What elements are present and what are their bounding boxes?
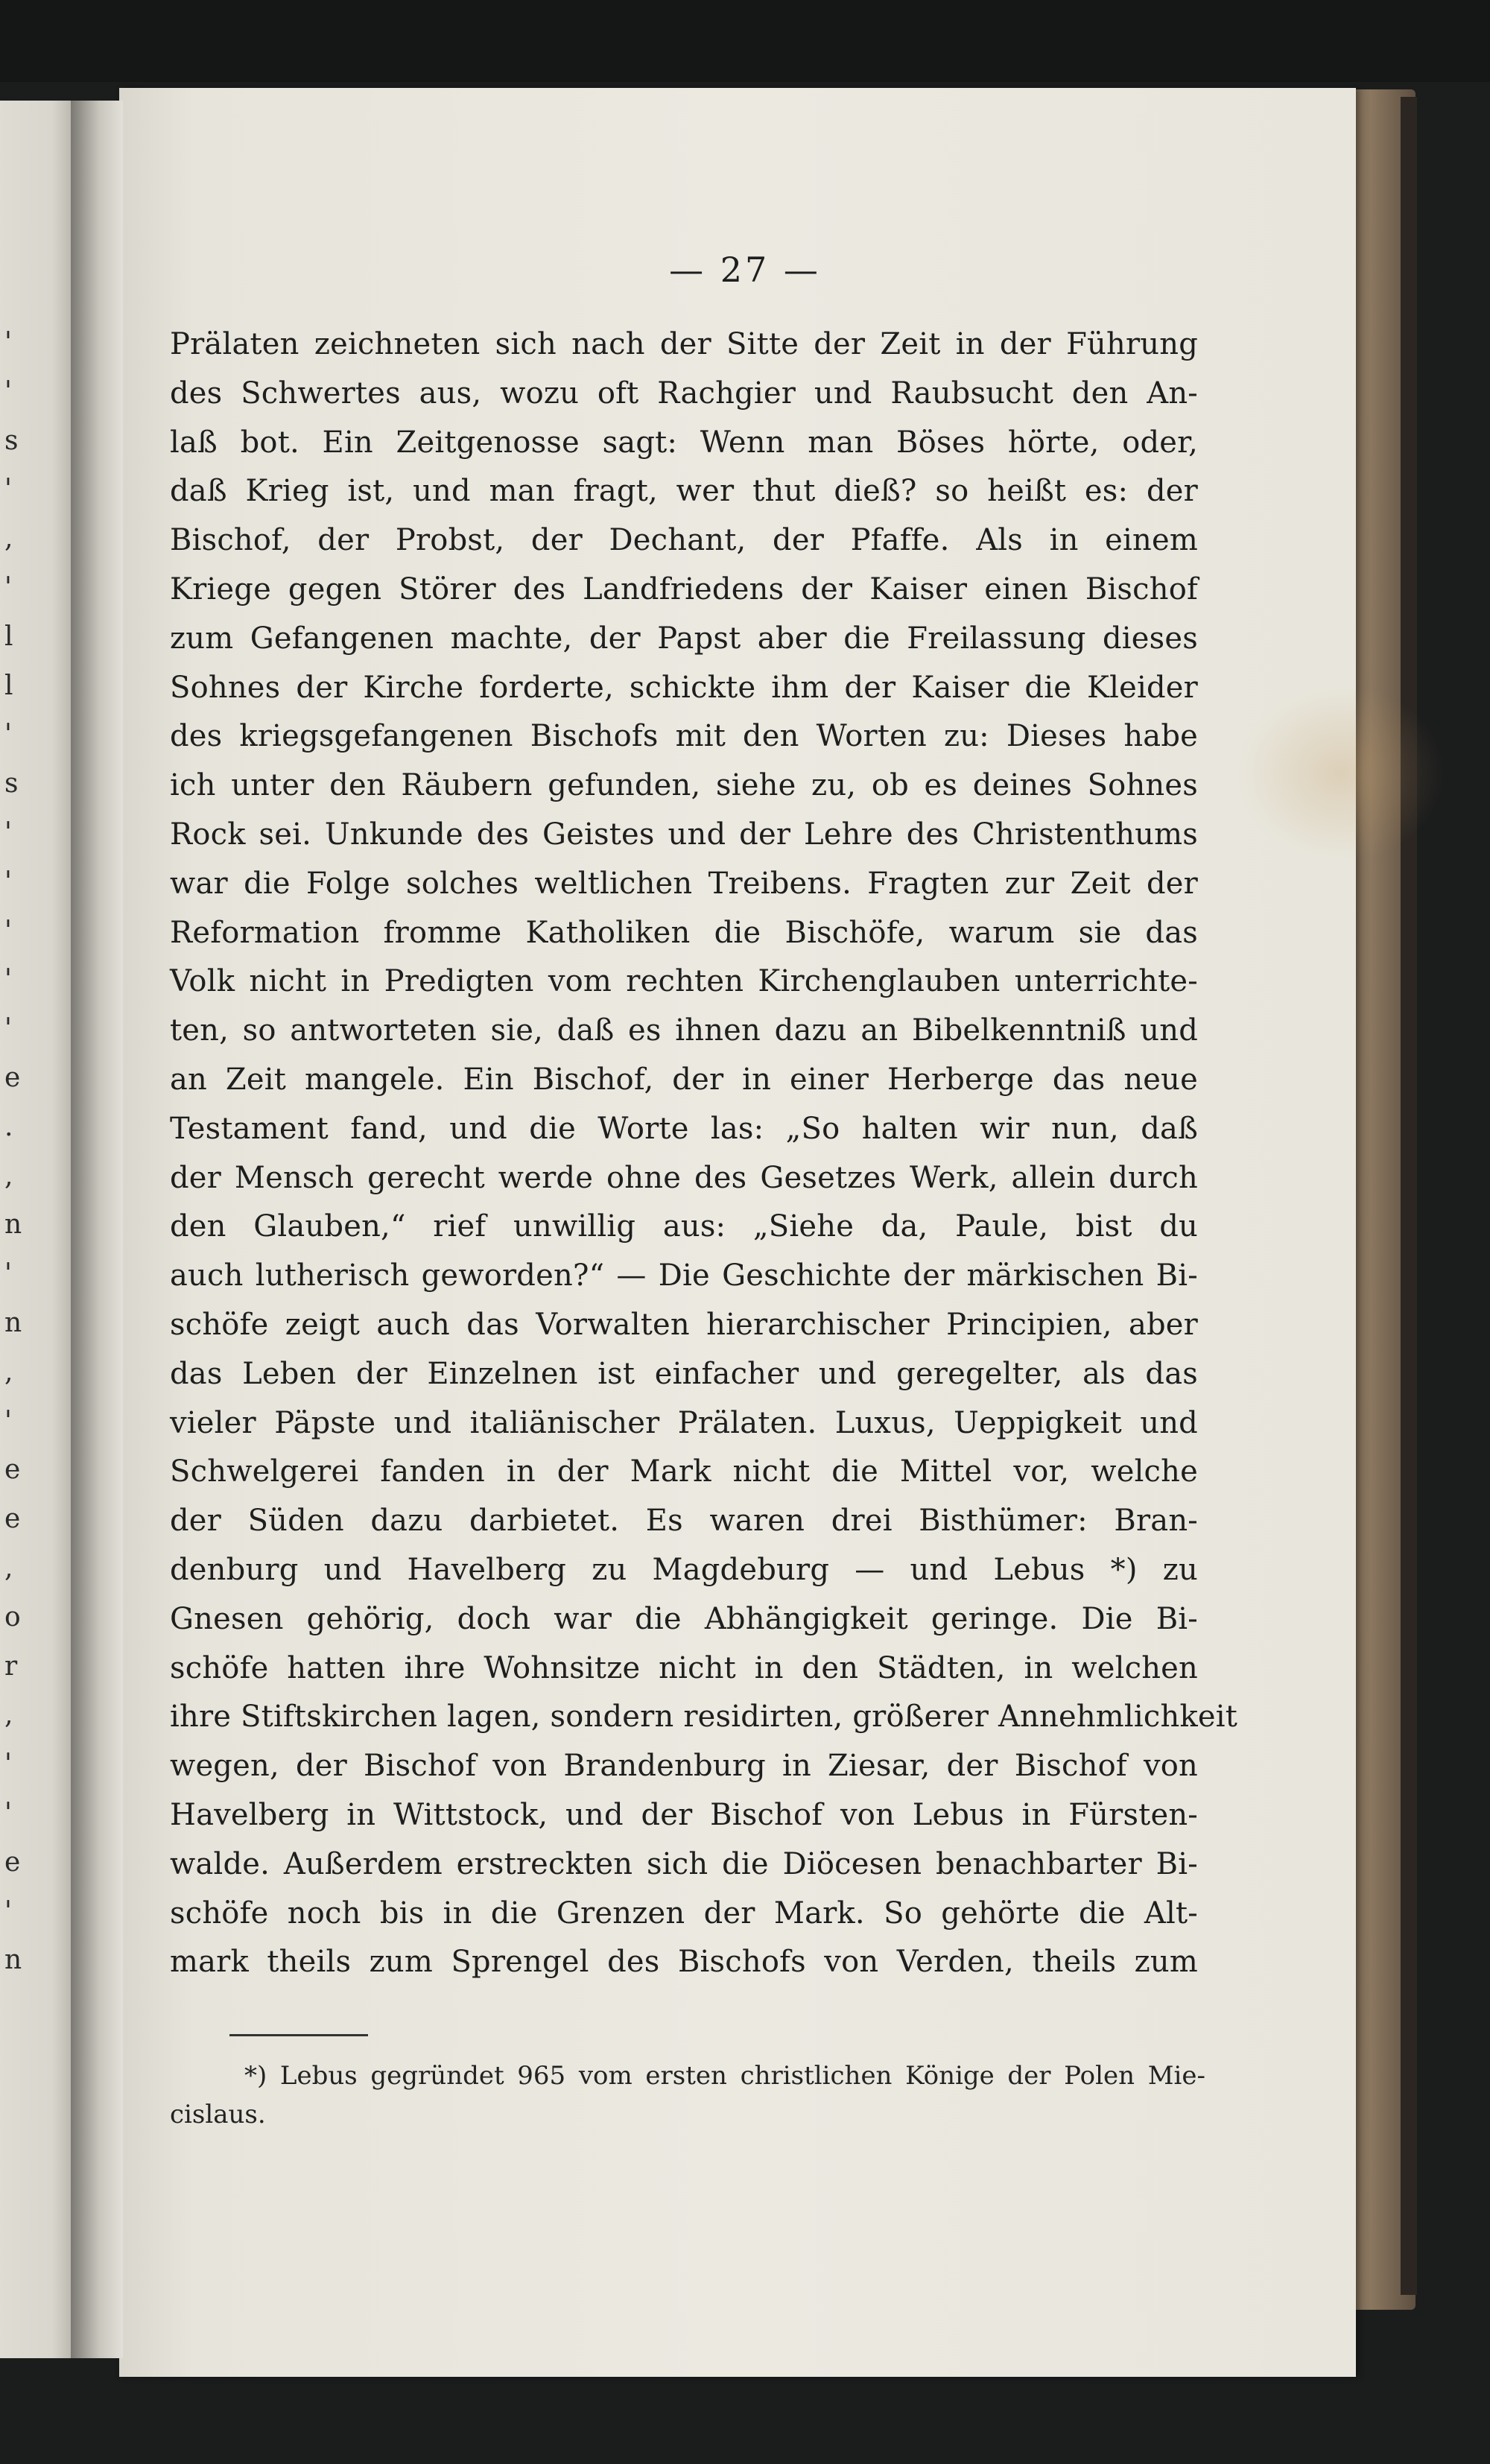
text-line: Kriege gegen Störer des Landfriedens der Kaiser einen Bischof xyxy=(170,571,1198,607)
left-page-character: ' xyxy=(4,572,12,603)
left-page-character: ' xyxy=(4,719,12,750)
left-page-character: ' xyxy=(4,1013,12,1045)
left-page-character: ' xyxy=(4,817,12,848)
left-page-character: , xyxy=(4,1160,13,1191)
text-line: den Glauben,“ rief unwillig aus: „Siehe da, Paule, bist du xyxy=(170,1209,1198,1244)
text-line: ihre Stiftskirchen lagen, sondern residirten, größerer Annehmlichkeit xyxy=(170,1700,1238,1735)
left-page-character: ' xyxy=(4,1749,12,1780)
text-line: des Schwertes aus, wozu oft Rachgier und Raubsucht den An- xyxy=(170,376,1198,411)
left-page-character: ' xyxy=(4,474,12,505)
text-line: mark theils zum Sprengel des Bischofs von Verden, theils zum xyxy=(170,1945,1198,1980)
left-page-character: ' xyxy=(4,915,12,946)
left-page-character: ' xyxy=(4,964,12,995)
page-number: — 27 — xyxy=(669,250,821,290)
body-text xyxy=(170,320,1238,1987)
left-page-margin-characters xyxy=(0,0,74,2464)
left-page-character: n xyxy=(4,1308,22,1338)
text-line: Sohnes der Kirche forderte, schickte ihm der Kaiser die Kleider xyxy=(170,670,1198,705)
page-stain xyxy=(1237,684,1445,863)
left-page-character: ' xyxy=(4,1405,12,1437)
left-page-character: ' xyxy=(4,1258,12,1290)
text-line: denburg und Havelberg zu Magdeburg — und Lebus *) zu xyxy=(170,1552,1198,1587)
text-line: das Leben der Einzelnen ist einfacher und geregelter, als das xyxy=(170,1356,1198,1391)
left-page-character: s xyxy=(4,425,19,456)
footnote-rule xyxy=(229,2034,368,2036)
left-page-character: n xyxy=(4,1209,22,1241)
left-page-character: , xyxy=(4,1700,13,1731)
text-line: Volk nicht in Predigten vom rechten Kirchenglauben unterrichte- xyxy=(170,964,1198,999)
left-page-character: , xyxy=(4,523,13,554)
book-board-edge xyxy=(1401,97,1417,2295)
text-line: schöfe noch bis in die Grenzen der Mark. So gehörte die Alt- xyxy=(170,1895,1198,1931)
left-page-character: , xyxy=(4,1356,13,1387)
text-line: wegen, der Bischof von Brandenburg in Ziesar, der Bischof von xyxy=(170,1749,1198,1784)
book-cover-top xyxy=(0,0,1490,82)
text-line: ten, so antworteten sie, daß es ihnen dazu an Bibelkenntniß und xyxy=(170,1013,1198,1048)
text-line: walde. Außerdem erstreckten sich die Diöcesen benachbarter Bi- xyxy=(170,1846,1198,1881)
text-line: ich unter den Räubern gefunden, siehe zu, ob es deines Sohnes xyxy=(170,768,1198,803)
text-line: Testament fand, und die Worte las: „So halten wir nun, daß xyxy=(170,1111,1198,1146)
text-line: zum Gefangenen machte, der Papst aber die Freilassung dieses xyxy=(170,621,1198,656)
text-line: Gnesen gehörig, doch war die Abhängigkeit geringe. Die Bi- xyxy=(170,1601,1198,1636)
text-line: Rock sei. Unkunde des Geistes und der Lehre des Christenthums xyxy=(170,817,1198,852)
left-page-character: l xyxy=(4,670,13,701)
text-line: war die Folge solches weltlichen Treibens. Fragten zur Zeit der xyxy=(170,866,1198,901)
footnote xyxy=(170,2056,1205,2134)
left-page-character: e xyxy=(4,1062,21,1093)
text-line: Bischof, der Probst, der Dechant, der Pfaffe. Als in einem xyxy=(170,523,1198,558)
left-page-character: , xyxy=(4,1553,13,1583)
text-line: der Mensch gerecht werde ohne des Gesetzes Werk, allein durch xyxy=(170,1160,1198,1195)
text-line: laß bot. Ein Zeitgenosse sagt: Wenn man Böses hörte, oder, xyxy=(170,425,1198,460)
left-page-character: r xyxy=(4,1650,18,1682)
text-line: Schwelgerei fanden in der Mark nicht die Mittel vor, welche xyxy=(170,1454,1198,1489)
text-line: des kriegsgefangenen Bischofs mit den Worten zu: Dieses habe xyxy=(170,719,1198,754)
left-page-character: ' xyxy=(4,376,12,407)
text-line: an Zeit mangele. Ein Bischof, der in einer Herberge das neue xyxy=(170,1062,1198,1097)
footnote-line: cislaus. xyxy=(170,2100,266,2129)
left-page-character: ' xyxy=(4,1895,12,1927)
left-page-character: ' xyxy=(4,327,12,358)
left-page-character: ' xyxy=(4,1798,12,1828)
left-page-character: s xyxy=(4,768,19,799)
left-page-character: e xyxy=(4,1846,21,1878)
text-line: Reformation fromme Katholiken die Bischöfe, warum sie das xyxy=(170,915,1198,950)
left-page-character: . xyxy=(4,1111,13,1142)
left-page-character: l xyxy=(4,621,13,652)
left-page-character: e xyxy=(4,1504,21,1535)
text-line: Prälaten zeichneten sich nach der Sitte der Zeit in der Führung xyxy=(170,327,1198,361)
left-page-character: o xyxy=(4,1601,21,1632)
text-line: der Süden dazu darbietet. Es waren drei Bisthümer: Bran- xyxy=(170,1504,1198,1539)
footnote-line: *) Lebus gegründet 965 vom ersten christlichen Könige der Polen Mie- xyxy=(244,2061,1205,2091)
book-gutter xyxy=(71,101,123,2358)
text-line: schöfe hatten ihre Wohnsitze nicht in den Städten, in welchen xyxy=(170,1650,1198,1685)
text-line: schöfe zeigt auch das Vorwalten hierarchischer Principien, aber xyxy=(170,1307,1198,1342)
left-page-character: n xyxy=(4,1945,22,1976)
text-line: Havelberg in Wittstock, und der Bischof von Lebus in Fürsten- xyxy=(170,1797,1198,1832)
left-page-character: e xyxy=(4,1454,21,1486)
text-line: auch lutherisch geworden?“ — Die Geschichte der märkischen Bi- xyxy=(170,1258,1198,1293)
text-line: vieler Päpste und italiänischer Prälaten. Luxus, Ueppigkeit und xyxy=(170,1405,1198,1440)
text-line: daß Krieg ist, und man fragt, wer thut dieß? so heißt es: der xyxy=(170,474,1198,509)
left-page-character: ' xyxy=(4,866,12,897)
